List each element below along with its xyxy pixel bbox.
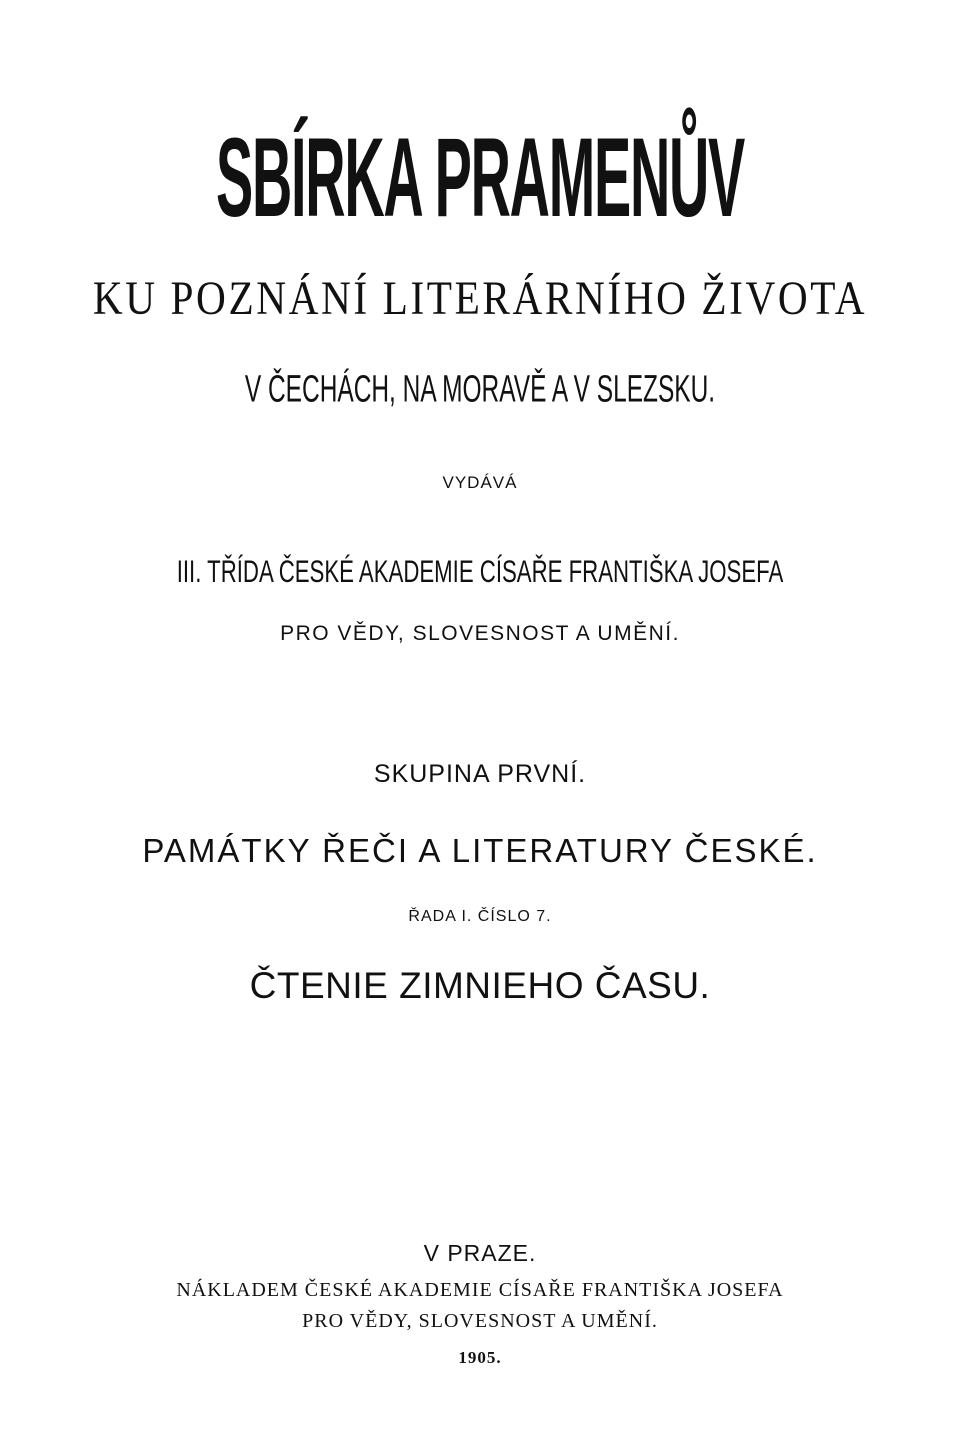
main-title: SBÍRKA PRAMENŮV bbox=[215, 115, 745, 241]
imprint-publisher-line-1: NÁKLADEM ČESKÉ AKADEMIE CÍSAŘE FRANTIŠKA JOSEFA bbox=[176, 1279, 784, 1301]
subtitle-line-2: V ČECHÁCH, NA MORAVĚ A V SLEZSKU. bbox=[244, 367, 716, 411]
series-number: ŘADA I. ČÍSLO 7. bbox=[408, 908, 552, 925]
subtitle-line-1: KU POZNÁNÍ LITERÁRNÍHO ŽIVOTA bbox=[92, 272, 868, 325]
academy-line-2: PRO VĚDY, SLOVESNOST A UMĚNÍ. bbox=[280, 622, 680, 645]
group-label: SKUPINA PRVNÍ. bbox=[373, 760, 587, 788]
publisher-verb: VYDÁVÁ bbox=[442, 473, 518, 492]
work-title: ČTENIE ZIMNIEHO ČASU. bbox=[249, 965, 711, 1006]
series-title: PAMÁTKY ŘEČI A LITERATURY ČESKÉ. bbox=[142, 832, 818, 869]
imprint-publisher-line-2: PRO VĚDY, SLOVESNOST A UMĚNÍ. bbox=[302, 1310, 658, 1332]
imprint-year: 1905. bbox=[458, 1348, 502, 1367]
academy-line-1: III. TŘÍDA ČESKÉ AKADEMIE CÍSAŘE FRANTIŠKA JOSEFA bbox=[176, 554, 784, 590]
imprint-place: V PRAZE. bbox=[423, 1240, 537, 1266]
